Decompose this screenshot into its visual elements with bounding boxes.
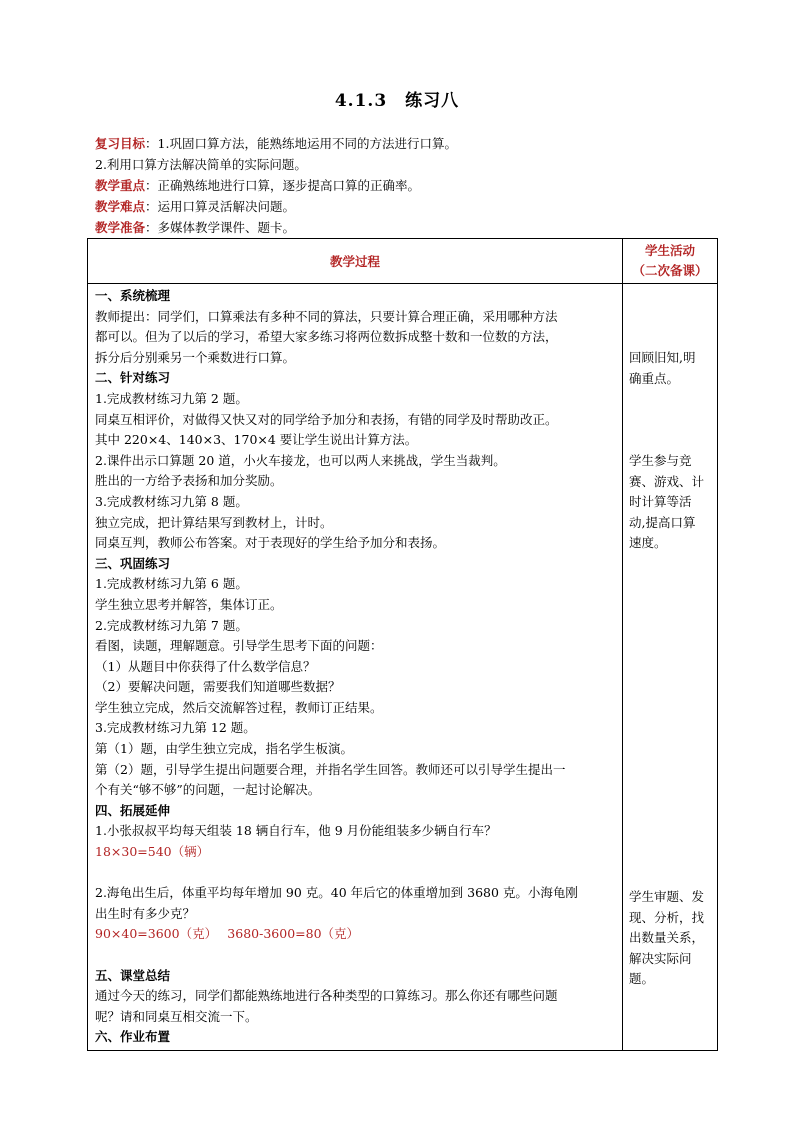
content-line: 都可以。但为了以后的学习，希望大家多练习将两位数拆成整十数和一位数的方法， [95,329,558,345]
review-goal-line [95,134,735,155]
content-line: 出生时有多少克？ [95,905,196,921]
review-goal-label: 复习目标 [95,136,146,151]
section-heading: 六、作业布置 [95,1029,171,1045]
section-heading: 三、巩固练习 [95,555,171,571]
content-line: 呢？请和同桌互相交流一下。 [95,1008,258,1024]
student-activity-note-line: 确重点。 [629,370,680,386]
content-line: 1.小张叔叔平均每天组装 18 辆自行车，他 9 月份能组装多少辆自行车？ [95,823,497,839]
content-line: 2.完成教材练习九第 7 题。 [95,617,248,633]
section-heading: 五、课堂总结 [95,967,171,983]
content-line: 2.海龟出生后，体重平均每年增加 90 克。40 年后它的体重增加到 3680 克。小海龟刚 [95,885,578,901]
content-line: 看图，读题，理解题意。引导学生思考下面的问题： [95,638,383,654]
key-point-label: 教学重点 [95,178,146,193]
header-student-activity-title: 学生活动 [644,243,695,258]
difficulty-line [95,197,735,218]
student-activity-note-line: 现、分析，找 [629,909,705,925]
teaching-process-cell [88,284,623,1051]
content-line: 3.完成教材练习九第 12 题。 [95,720,256,736]
content-line: 学生独立完成，然后交流解答过程，教师订正结果。 [95,699,383,715]
content-line: 通过今天的练习，同学们都能熟练地进行各种类型的口算练习。那么你还有哪些问题 [95,988,558,1004]
student-activity-note-line: 时计算等活 [629,494,692,510]
lesson-plan-table [87,238,718,1051]
preparation-line [95,218,735,239]
content-line: 第（1）题，由学生独立完成，指名学生板演。 [95,741,353,757]
section-heading: 一、系统梳理 [95,288,171,303]
content-line: 学生独立思考并解答，集体订正。 [95,596,283,612]
student-activity-note-line: 速度。 [629,535,667,551]
content-line: 其中 220×4、140×3、170×4 要让学生说出计算方法。 [95,432,418,448]
blank-line [95,863,616,884]
content-line: 胜出的一方给予表扬和加分奖励。 [95,473,283,489]
student-activity-note-line: 学生参与竞 [629,453,692,468]
student-activity-note [629,348,713,389]
teaching-process-content [88,284,622,1048]
content-line: 同桌互相评价，对做得又快又对的同学给予加分和表扬，有错的同学及时帮助改正。 [95,411,558,427]
page-title: 4.1.3 练习八 [334,91,460,111]
content-line: 18×30=540（辆） [95,844,210,860]
content-line: （2）要解决问题，需要我们知道哪些数据？ [95,679,341,695]
student-activity-note-line: 赛、游戏、计 [629,473,705,489]
student-activity-note-line: 出数量关系， [629,930,705,946]
content-line: 1.完成教材练习九第 6 题。 [95,576,248,592]
difficulty-text: ：运用口算灵活解决问题。 [145,199,296,214]
key-point-text: ：正确熟练地进行口算，逐步提高口算的正确率。 [145,178,421,193]
content-line: 1.完成教材练习九第 2 题。 [95,390,248,406]
content-line: 第（2）题，引导学生提出问题要合理，并指名学生回答。教师还可以引导学生提出一 [95,761,566,777]
student-activity-note-line: 题。 [629,971,655,987]
section-heading: 四、拓展延伸 [95,802,171,818]
student-activity-note-line: 解决实际问 [629,950,692,966]
student-activity-note-line: 动,提高口算 [629,514,696,530]
content-line: 个有关“够不够”的问题，一起讨论解决。 [95,782,321,798]
content-line: 拆分后分别乘另一个乘数进行口算。 [95,349,296,365]
section-heading: 二、针对练习 [95,370,171,386]
content-line: 同桌互判，教师公布答案。对于表现好的学生给予加分和表扬。 [95,535,446,551]
content-line: （1）从题目中你获得了什么数学信息？ [95,658,316,674]
preparation-label: 教学准备 [95,220,146,235]
content-line: 独立完成，把计算结果写到教材上，计时。 [95,514,333,530]
key-point-line [95,176,735,197]
blank-line [95,945,616,966]
student-activity-note [629,451,713,554]
header-teaching-process: 教学过程 [88,239,623,284]
student-activity-note [629,887,713,990]
header-second-prep: （二次备课） [632,263,708,278]
preparation-text: ：多媒体教学课件、题卡。 [145,220,296,235]
content-line: 2.课件出示口算题 20 道，小火车接龙，也可以两人来挑战，学生当裁判。 [95,452,506,468]
review-goal-text-2: 2.利用口算方法解决简单的实际问题。 [95,157,307,172]
difficulty-label: 教学难点 [95,199,146,214]
student-activity-cell [623,284,718,1051]
student-activity-note-line: 回顾旧知,明 [629,350,696,365]
review-goal-text: ：1.巩固口算方法，能熟练地运用不同的方法进行口算。 [145,136,457,151]
review-goal-line-2 [95,155,735,176]
student-activity-note-line: 学生审题、发 [629,889,705,904]
content-line: 教师提出：同学们，口算乘法有多种不同的算法，只要计算合理正确，采用哪种方法 [95,308,558,324]
content-line: 90×40=3600（克） 3680-3600=80（克） [95,926,360,942]
content-line: 3.完成教材练习九第 8 题。 [95,493,248,509]
header-student-activity [623,239,718,284]
